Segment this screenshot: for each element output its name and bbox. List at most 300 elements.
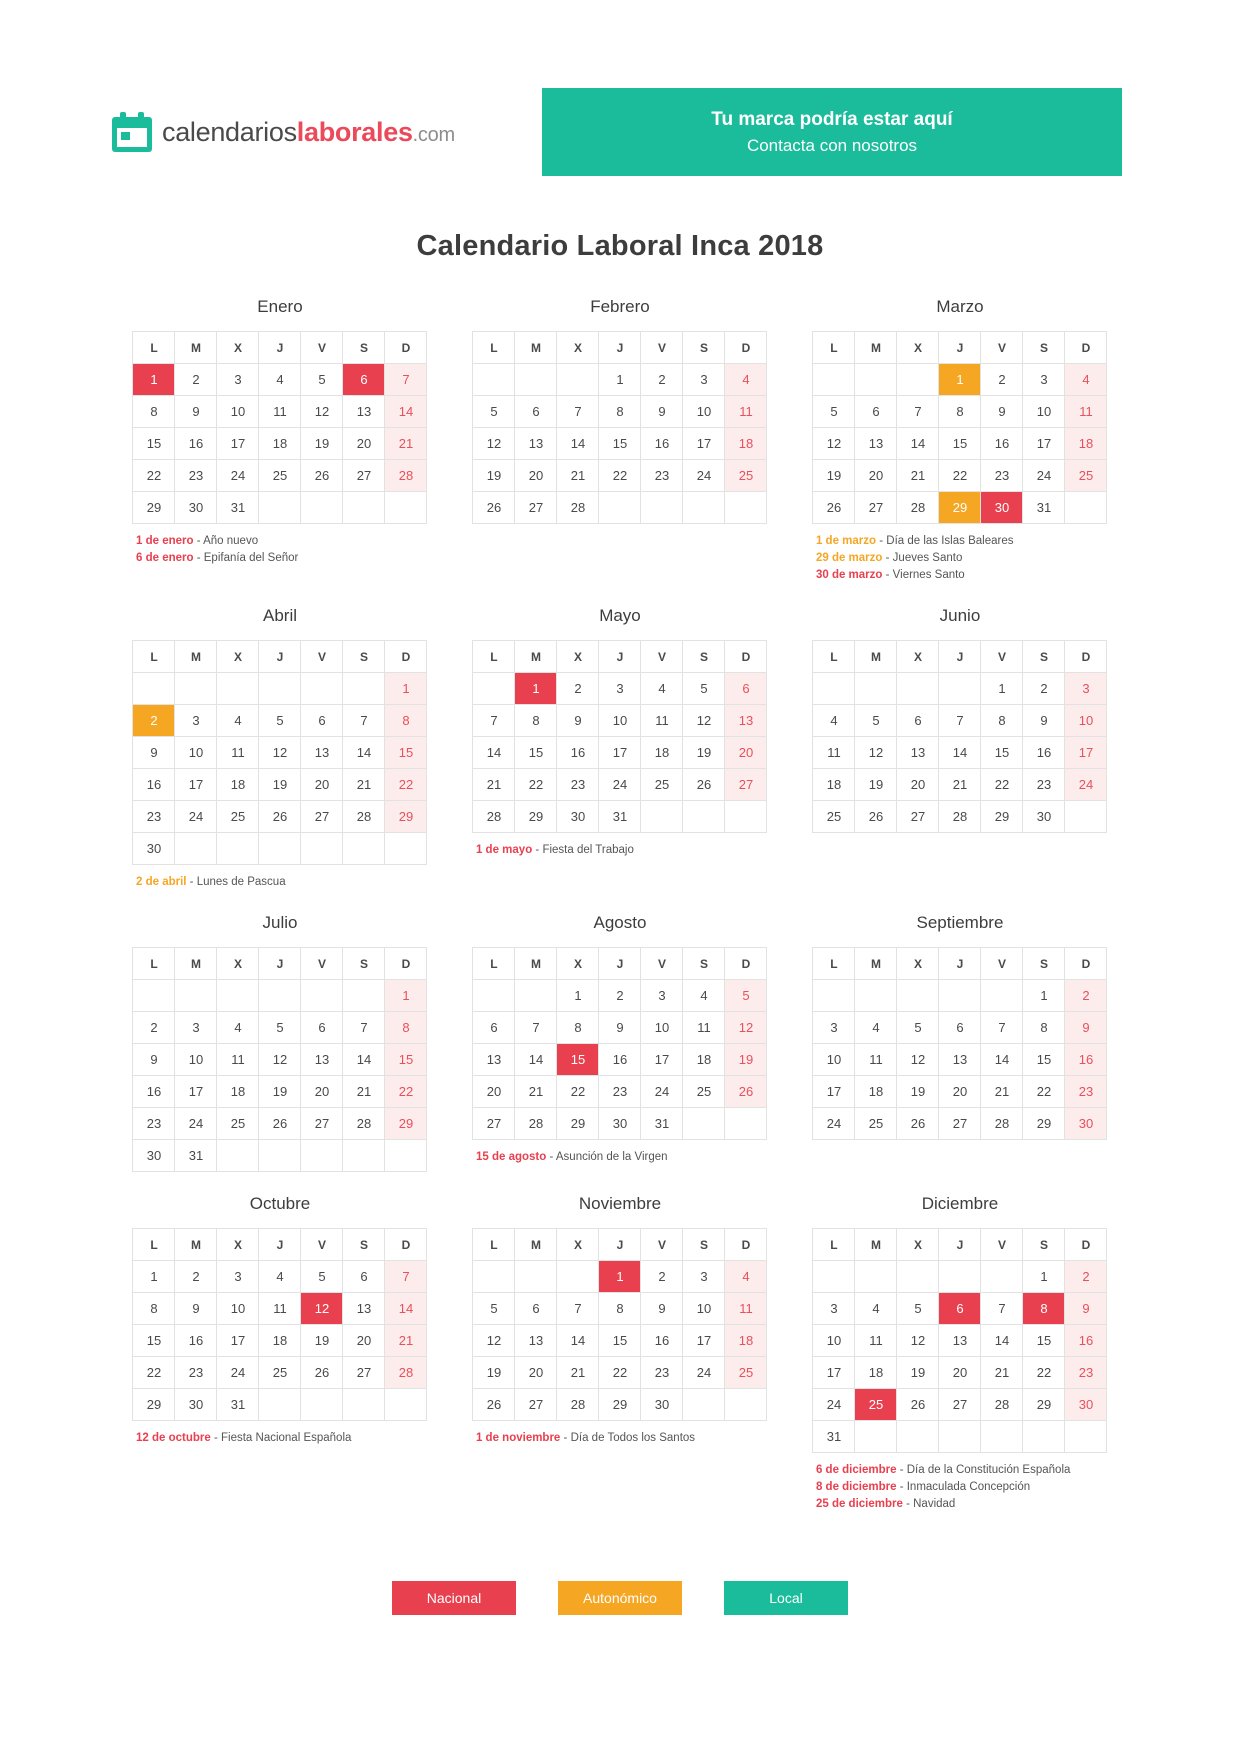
day-cell[interactable]: 9 bbox=[557, 705, 599, 737]
day-cell[interactable]: 27 bbox=[473, 1108, 515, 1140]
day-cell[interactable]: 24 bbox=[1065, 769, 1107, 801]
day-cell[interactable]: 10 bbox=[1023, 396, 1065, 428]
day-cell[interactable]: 20 bbox=[725, 737, 767, 769]
day-cell[interactable]: 2 bbox=[981, 364, 1023, 396]
day-cell[interactable]: 12 bbox=[683, 705, 725, 737]
day-cell[interactable]: 15 bbox=[599, 428, 641, 460]
day-cell[interactable]: 17 bbox=[813, 1076, 855, 1108]
day-cell[interactable]: 9 bbox=[641, 1293, 683, 1325]
day-cell[interactable]: 28 bbox=[385, 1357, 427, 1389]
day-cell[interactable]: 1 bbox=[1023, 1261, 1065, 1293]
day-cell[interactable]: 14 bbox=[515, 1044, 557, 1076]
day-cell[interactable]: 12 bbox=[259, 1044, 301, 1076]
day-cell[interactable]: 21 bbox=[343, 1076, 385, 1108]
day-cell[interactable]: 27 bbox=[343, 460, 385, 492]
day-cell[interactable]: 28 bbox=[343, 1108, 385, 1140]
day-cell[interactable]: 22 bbox=[515, 769, 557, 801]
day-cell[interactable]: 23 bbox=[599, 1076, 641, 1108]
day-cell[interactable]: 5 bbox=[473, 1293, 515, 1325]
day-cell[interactable]: 3 bbox=[599, 673, 641, 705]
day-cell[interactable]: 19 bbox=[473, 460, 515, 492]
day-cell[interactable]: 3 bbox=[683, 364, 725, 396]
day-cell[interactable]: 5 bbox=[473, 396, 515, 428]
day-cell[interactable]: 13 bbox=[343, 1293, 385, 1325]
day-cell[interactable]: 3 bbox=[175, 705, 217, 737]
day-cell[interactable]: 14 bbox=[897, 428, 939, 460]
day-cell[interactable]: 17 bbox=[217, 1325, 259, 1357]
day-cell[interactable]: 2 bbox=[175, 364, 217, 396]
day-cell[interactable]: 19 bbox=[813, 460, 855, 492]
day-cell[interactable]: 23 bbox=[175, 460, 217, 492]
day-cell[interactable]: 3 bbox=[641, 980, 683, 1012]
day-cell[interactable]: 24 bbox=[217, 460, 259, 492]
day-cell[interactable]: 1 bbox=[981, 673, 1023, 705]
day-cell[interactable]: 25 bbox=[1065, 460, 1107, 492]
day-cell[interactable]: 25 bbox=[259, 460, 301, 492]
day-cell[interactable]: 19 bbox=[259, 1076, 301, 1108]
day-cell[interactable]: 13 bbox=[301, 737, 343, 769]
day-cell[interactable]: 1 bbox=[1023, 980, 1065, 1012]
day-cell[interactable]: 8 bbox=[599, 396, 641, 428]
day-cell[interactable]: 18 bbox=[641, 737, 683, 769]
day-cell[interactable]: 2 bbox=[133, 705, 175, 737]
day-cell[interactable]: 4 bbox=[855, 1293, 897, 1325]
day-cell[interactable]: 31 bbox=[641, 1108, 683, 1140]
day-cell[interactable]: 9 bbox=[641, 396, 683, 428]
day-cell[interactable]: 5 bbox=[301, 364, 343, 396]
day-cell[interactable]: 14 bbox=[557, 1325, 599, 1357]
day-cell[interactable]: 11 bbox=[217, 737, 259, 769]
day-cell[interactable]: 14 bbox=[557, 428, 599, 460]
day-cell[interactable]: 16 bbox=[175, 428, 217, 460]
day-cell[interactable]: 27 bbox=[343, 1357, 385, 1389]
day-cell[interactable]: 27 bbox=[939, 1389, 981, 1421]
day-cell[interactable]: 11 bbox=[1065, 396, 1107, 428]
day-cell[interactable]: 17 bbox=[175, 1076, 217, 1108]
day-cell[interactable]: 11 bbox=[641, 705, 683, 737]
day-cell[interactable]: 15 bbox=[1023, 1325, 1065, 1357]
day-cell[interactable]: 15 bbox=[133, 1325, 175, 1357]
day-cell[interactable]: 12 bbox=[259, 737, 301, 769]
day-cell[interactable]: 16 bbox=[133, 769, 175, 801]
legend-chip-nat[interactable]: Nacional bbox=[392, 1581, 516, 1615]
day-cell[interactable]: 25 bbox=[259, 1357, 301, 1389]
day-cell[interactable]: 21 bbox=[515, 1076, 557, 1108]
day-cell[interactable]: 7 bbox=[939, 705, 981, 737]
day-cell[interactable]: 19 bbox=[725, 1044, 767, 1076]
day-cell[interactable]: 3 bbox=[683, 1261, 725, 1293]
day-cell[interactable]: 13 bbox=[855, 428, 897, 460]
day-cell[interactable]: 27 bbox=[515, 492, 557, 524]
day-cell[interactable]: 20 bbox=[855, 460, 897, 492]
day-cell[interactable]: 22 bbox=[981, 769, 1023, 801]
ad-banner[interactable] bbox=[542, 88, 1122, 176]
day-cell[interactable]: 13 bbox=[343, 396, 385, 428]
day-cell[interactable]: 24 bbox=[1023, 460, 1065, 492]
day-cell[interactable]: 3 bbox=[813, 1293, 855, 1325]
day-cell[interactable]: 14 bbox=[343, 1044, 385, 1076]
day-cell[interactable]: 13 bbox=[473, 1044, 515, 1076]
day-cell[interactable]: 26 bbox=[301, 1357, 343, 1389]
day-cell[interactable]: 30 bbox=[1023, 801, 1065, 833]
day-cell[interactable]: 23 bbox=[981, 460, 1023, 492]
day-cell[interactable]: 20 bbox=[515, 460, 557, 492]
day-cell[interactable]: 7 bbox=[473, 705, 515, 737]
day-cell[interactable]: 13 bbox=[725, 705, 767, 737]
day-cell[interactable]: 14 bbox=[981, 1325, 1023, 1357]
day-cell[interactable]: 9 bbox=[1065, 1012, 1107, 1044]
day-cell[interactable]: 6 bbox=[473, 1012, 515, 1044]
day-cell[interactable]: 25 bbox=[641, 769, 683, 801]
day-cell[interactable]: 18 bbox=[813, 769, 855, 801]
day-cell[interactable]: 29 bbox=[385, 1108, 427, 1140]
day-cell[interactable]: 11 bbox=[855, 1044, 897, 1076]
day-cell[interactable]: 25 bbox=[725, 460, 767, 492]
day-cell[interactable]: 8 bbox=[385, 705, 427, 737]
day-cell[interactable]: 12 bbox=[301, 396, 343, 428]
day-cell[interactable]: 9 bbox=[599, 1012, 641, 1044]
day-cell[interactable]: 13 bbox=[301, 1044, 343, 1076]
day-cell[interactable]: 13 bbox=[515, 1325, 557, 1357]
day-cell[interactable]: 16 bbox=[641, 428, 683, 460]
day-cell[interactable]: 11 bbox=[725, 396, 767, 428]
day-cell[interactable]: 18 bbox=[1065, 428, 1107, 460]
day-cell[interactable]: 8 bbox=[981, 705, 1023, 737]
day-cell[interactable]: 23 bbox=[557, 769, 599, 801]
day-cell[interactable]: 22 bbox=[1023, 1076, 1065, 1108]
day-cell[interactable]: 7 bbox=[385, 364, 427, 396]
day-cell[interactable]: 21 bbox=[981, 1357, 1023, 1389]
day-cell[interactable]: 3 bbox=[1023, 364, 1065, 396]
day-cell[interactable]: 18 bbox=[259, 428, 301, 460]
day-cell[interactable]: 2 bbox=[1065, 1261, 1107, 1293]
day-cell[interactable]: 16 bbox=[557, 737, 599, 769]
day-cell[interactable]: 30 bbox=[641, 1389, 683, 1421]
day-cell[interactable]: 15 bbox=[939, 428, 981, 460]
day-cell[interactable]: 4 bbox=[725, 364, 767, 396]
day-cell[interactable]: 17 bbox=[599, 737, 641, 769]
day-cell[interactable]: 30 bbox=[175, 1389, 217, 1421]
day-cell[interactable]: 25 bbox=[217, 1108, 259, 1140]
day-cell[interactable]: 23 bbox=[175, 1357, 217, 1389]
day-cell[interactable]: 15 bbox=[599, 1325, 641, 1357]
day-cell[interactable]: 10 bbox=[217, 1293, 259, 1325]
day-cell[interactable]: 4 bbox=[683, 980, 725, 1012]
day-cell[interactable]: 7 bbox=[515, 1012, 557, 1044]
day-cell[interactable]: 4 bbox=[855, 1012, 897, 1044]
day-cell[interactable]: 2 bbox=[557, 673, 599, 705]
day-cell[interactable]: 31 bbox=[217, 492, 259, 524]
day-cell[interactable]: 17 bbox=[175, 769, 217, 801]
day-cell[interactable]: 4 bbox=[641, 673, 683, 705]
day-cell[interactable]: 28 bbox=[557, 492, 599, 524]
day-cell[interactable]: 1 bbox=[385, 980, 427, 1012]
day-cell[interactable]: 16 bbox=[599, 1044, 641, 1076]
day-cell[interactable]: 13 bbox=[939, 1325, 981, 1357]
day-cell[interactable]: 29 bbox=[1023, 1108, 1065, 1140]
day-cell[interactable]: 5 bbox=[259, 705, 301, 737]
day-cell[interactable]: 16 bbox=[1023, 737, 1065, 769]
day-cell[interactable]: 23 bbox=[1065, 1357, 1107, 1389]
day-cell[interactable]: 25 bbox=[813, 801, 855, 833]
day-cell[interactable]: 13 bbox=[515, 428, 557, 460]
day-cell[interactable]: 16 bbox=[133, 1076, 175, 1108]
day-cell[interactable]: 22 bbox=[939, 460, 981, 492]
day-cell[interactable]: 30 bbox=[133, 1140, 175, 1172]
day-cell[interactable]: 30 bbox=[133, 833, 175, 865]
day-cell[interactable]: 14 bbox=[385, 396, 427, 428]
day-cell[interactable]: 15 bbox=[557, 1044, 599, 1076]
day-cell[interactable]: 8 bbox=[133, 396, 175, 428]
day-cell[interactable]: 26 bbox=[259, 801, 301, 833]
day-cell[interactable]: 10 bbox=[1065, 705, 1107, 737]
day-cell[interactable]: 10 bbox=[217, 396, 259, 428]
day-cell[interactable]: 3 bbox=[175, 1012, 217, 1044]
day-cell[interactable]: 27 bbox=[897, 801, 939, 833]
day-cell[interactable]: 24 bbox=[175, 1108, 217, 1140]
day-cell[interactable]: 30 bbox=[557, 801, 599, 833]
day-cell[interactable]: 3 bbox=[217, 1261, 259, 1293]
day-cell[interactable]: 9 bbox=[981, 396, 1023, 428]
day-cell[interactable]: 5 bbox=[855, 705, 897, 737]
day-cell[interactable]: 17 bbox=[641, 1044, 683, 1076]
day-cell[interactable]: 11 bbox=[259, 1293, 301, 1325]
day-cell[interactable]: 10 bbox=[813, 1044, 855, 1076]
day-cell[interactable]: 3 bbox=[813, 1012, 855, 1044]
day-cell[interactable]: 30 bbox=[599, 1108, 641, 1140]
day-cell[interactable]: 12 bbox=[897, 1325, 939, 1357]
day-cell[interactable]: 12 bbox=[855, 737, 897, 769]
day-cell[interactable]: 17 bbox=[1065, 737, 1107, 769]
day-cell[interactable]: 25 bbox=[855, 1389, 897, 1421]
day-cell[interactable]: 10 bbox=[683, 396, 725, 428]
day-cell[interactable]: 4 bbox=[725, 1261, 767, 1293]
day-cell[interactable]: 13 bbox=[939, 1044, 981, 1076]
day-cell[interactable]: 29 bbox=[939, 492, 981, 524]
day-cell[interactable]: 17 bbox=[813, 1357, 855, 1389]
day-cell[interactable]: 6 bbox=[515, 1293, 557, 1325]
day-cell[interactable]: 18 bbox=[217, 1076, 259, 1108]
day-cell[interactable]: 22 bbox=[599, 460, 641, 492]
day-cell[interactable]: 23 bbox=[641, 460, 683, 492]
day-cell[interactable]: 8 bbox=[599, 1293, 641, 1325]
day-cell[interactable]: 16 bbox=[1065, 1044, 1107, 1076]
day-cell[interactable]: 3 bbox=[1065, 673, 1107, 705]
day-cell[interactable]: 8 bbox=[939, 396, 981, 428]
day-cell[interactable]: 14 bbox=[981, 1044, 1023, 1076]
day-cell[interactable]: 10 bbox=[813, 1325, 855, 1357]
day-cell[interactable]: 1 bbox=[939, 364, 981, 396]
day-cell[interactable]: 22 bbox=[133, 1357, 175, 1389]
day-cell[interactable]: 6 bbox=[343, 364, 385, 396]
day-cell[interactable]: 10 bbox=[683, 1293, 725, 1325]
day-cell[interactable]: 30 bbox=[981, 492, 1023, 524]
day-cell[interactable]: 19 bbox=[301, 1325, 343, 1357]
day-cell[interactable]: 24 bbox=[175, 801, 217, 833]
day-cell[interactable]: 6 bbox=[301, 705, 343, 737]
day-cell[interactable]: 4 bbox=[1065, 364, 1107, 396]
day-cell[interactable]: 27 bbox=[939, 1108, 981, 1140]
day-cell[interactable]: 4 bbox=[259, 364, 301, 396]
day-cell[interactable]: 20 bbox=[473, 1076, 515, 1108]
day-cell[interactable]: 19 bbox=[473, 1357, 515, 1389]
day-cell[interactable]: 3 bbox=[217, 364, 259, 396]
day-cell[interactable]: 7 bbox=[981, 1012, 1023, 1044]
day-cell[interactable]: 8 bbox=[557, 1012, 599, 1044]
day-cell[interactable]: 24 bbox=[813, 1389, 855, 1421]
day-cell[interactable]: 15 bbox=[133, 428, 175, 460]
day-cell[interactable]: 26 bbox=[897, 1108, 939, 1140]
day-cell[interactable]: 8 bbox=[1023, 1012, 1065, 1044]
day-cell[interactable]: 17 bbox=[1023, 428, 1065, 460]
day-cell[interactable]: 16 bbox=[981, 428, 1023, 460]
day-cell[interactable]: 6 bbox=[939, 1012, 981, 1044]
day-cell[interactable]: 7 bbox=[981, 1293, 1023, 1325]
day-cell[interactable]: 21 bbox=[939, 769, 981, 801]
day-cell[interactable]: 30 bbox=[175, 492, 217, 524]
day-cell[interactable]: 6 bbox=[725, 673, 767, 705]
day-cell[interactable]: 21 bbox=[981, 1076, 1023, 1108]
day-cell[interactable]: 20 bbox=[939, 1357, 981, 1389]
day-cell[interactable]: 23 bbox=[133, 1108, 175, 1140]
day-cell[interactable]: 9 bbox=[133, 737, 175, 769]
day-cell[interactable]: 31 bbox=[217, 1389, 259, 1421]
day-cell[interactable]: 14 bbox=[385, 1293, 427, 1325]
day-cell[interactable]: 28 bbox=[385, 460, 427, 492]
day-cell[interactable]: 29 bbox=[515, 801, 557, 833]
day-cell[interactable]: 2 bbox=[175, 1261, 217, 1293]
day-cell[interactable]: 15 bbox=[515, 737, 557, 769]
day-cell[interactable]: 12 bbox=[473, 428, 515, 460]
day-cell[interactable]: 11 bbox=[855, 1325, 897, 1357]
day-cell[interactable]: 2 bbox=[1065, 980, 1107, 1012]
day-cell[interactable]: 20 bbox=[343, 428, 385, 460]
day-cell[interactable]: 18 bbox=[725, 428, 767, 460]
day-cell[interactable]: 26 bbox=[683, 769, 725, 801]
day-cell[interactable]: 19 bbox=[259, 769, 301, 801]
day-cell[interactable]: 27 bbox=[301, 801, 343, 833]
day-cell[interactable]: 21 bbox=[897, 460, 939, 492]
day-cell[interactable]: 23 bbox=[133, 801, 175, 833]
day-cell[interactable]: 2 bbox=[133, 1012, 175, 1044]
day-cell[interactable]: 1 bbox=[133, 364, 175, 396]
day-cell[interactable]: 30 bbox=[1065, 1389, 1107, 1421]
day-cell[interactable]: 26 bbox=[725, 1076, 767, 1108]
day-cell[interactable]: 21 bbox=[557, 1357, 599, 1389]
day-cell[interactable]: 28 bbox=[981, 1389, 1023, 1421]
day-cell[interactable]: 19 bbox=[683, 737, 725, 769]
day-cell[interactable]: 25 bbox=[855, 1108, 897, 1140]
day-cell[interactable]: 21 bbox=[343, 769, 385, 801]
day-cell[interactable]: 2 bbox=[641, 1261, 683, 1293]
day-cell[interactable]: 4 bbox=[217, 705, 259, 737]
day-cell[interactable]: 11 bbox=[725, 1293, 767, 1325]
day-cell[interactable]: 6 bbox=[855, 396, 897, 428]
day-cell[interactable]: 17 bbox=[217, 428, 259, 460]
day-cell[interactable]: 26 bbox=[855, 801, 897, 833]
day-cell[interactable]: 20 bbox=[897, 769, 939, 801]
day-cell[interactable]: 29 bbox=[1023, 1389, 1065, 1421]
legend-chip-local[interactable]: Local bbox=[724, 1581, 848, 1615]
day-cell[interactable]: 24 bbox=[813, 1108, 855, 1140]
day-cell[interactable]: 4 bbox=[259, 1261, 301, 1293]
day-cell[interactable]: 4 bbox=[217, 1012, 259, 1044]
day-cell[interactable]: 12 bbox=[897, 1044, 939, 1076]
day-cell[interactable]: 29 bbox=[557, 1108, 599, 1140]
day-cell[interactable]: 5 bbox=[725, 980, 767, 1012]
day-cell[interactable]: 12 bbox=[813, 428, 855, 460]
day-cell[interactable]: 8 bbox=[385, 1012, 427, 1044]
day-cell[interactable]: 26 bbox=[301, 460, 343, 492]
day-cell[interactable]: 28 bbox=[515, 1108, 557, 1140]
day-cell[interactable]: 2 bbox=[641, 364, 683, 396]
day-cell[interactable]: 18 bbox=[683, 1044, 725, 1076]
day-cell[interactable]: 15 bbox=[1023, 1044, 1065, 1076]
day-cell[interactable]: 8 bbox=[1023, 1293, 1065, 1325]
day-cell[interactable]: 5 bbox=[897, 1293, 939, 1325]
day-cell[interactable]: 11 bbox=[813, 737, 855, 769]
day-cell[interactable]: 6 bbox=[515, 396, 557, 428]
day-cell[interactable]: 9 bbox=[175, 396, 217, 428]
day-cell[interactable]: 28 bbox=[897, 492, 939, 524]
day-cell[interactable]: 5 bbox=[897, 1012, 939, 1044]
day-cell[interactable]: 15 bbox=[385, 737, 427, 769]
day-cell[interactable]: 27 bbox=[515, 1389, 557, 1421]
day-cell[interactable]: 14 bbox=[939, 737, 981, 769]
day-cell[interactable]: 1 bbox=[385, 673, 427, 705]
day-cell[interactable]: 25 bbox=[217, 801, 259, 833]
day-cell[interactable]: 2 bbox=[599, 980, 641, 1012]
day-cell[interactable]: 15 bbox=[385, 1044, 427, 1076]
day-cell[interactable]: 6 bbox=[939, 1293, 981, 1325]
day-cell[interactable]: 1 bbox=[133, 1261, 175, 1293]
day-cell[interactable]: 28 bbox=[939, 801, 981, 833]
day-cell[interactable]: 10 bbox=[641, 1012, 683, 1044]
day-cell[interactable]: 23 bbox=[1023, 769, 1065, 801]
day-cell[interactable]: 27 bbox=[301, 1108, 343, 1140]
day-cell[interactable]: 7 bbox=[557, 1293, 599, 1325]
day-cell[interactable]: 29 bbox=[133, 1389, 175, 1421]
day-cell[interactable]: 18 bbox=[217, 769, 259, 801]
day-cell[interactable]: 20 bbox=[515, 1357, 557, 1389]
day-cell[interactable]: 17 bbox=[683, 428, 725, 460]
day-cell[interactable]: 25 bbox=[683, 1076, 725, 1108]
day-cell[interactable]: 1 bbox=[515, 673, 557, 705]
day-cell[interactable]: 26 bbox=[473, 492, 515, 524]
day-cell[interactable]: 22 bbox=[557, 1076, 599, 1108]
day-cell[interactable]: 24 bbox=[599, 769, 641, 801]
day-cell[interactable]: 31 bbox=[1023, 492, 1065, 524]
day-cell[interactable]: 21 bbox=[385, 1325, 427, 1357]
day-cell[interactable]: 22 bbox=[385, 1076, 427, 1108]
day-cell[interactable]: 23 bbox=[641, 1357, 683, 1389]
day-cell[interactable]: 5 bbox=[683, 673, 725, 705]
day-cell[interactable]: 6 bbox=[897, 705, 939, 737]
day-cell[interactable]: 5 bbox=[813, 396, 855, 428]
day-cell[interactable]: 5 bbox=[259, 1012, 301, 1044]
day-cell[interactable]: 18 bbox=[855, 1357, 897, 1389]
day-cell[interactable]: 12 bbox=[301, 1293, 343, 1325]
day-cell[interactable]: 2 bbox=[1023, 673, 1065, 705]
day-cell[interactable]: 20 bbox=[939, 1076, 981, 1108]
day-cell[interactable]: 10 bbox=[175, 1044, 217, 1076]
day-cell[interactable]: 4 bbox=[813, 705, 855, 737]
day-cell[interactable]: 19 bbox=[301, 428, 343, 460]
day-cell[interactable]: 7 bbox=[897, 396, 939, 428]
day-cell[interactable]: 13 bbox=[897, 737, 939, 769]
day-cell[interactable]: 19 bbox=[855, 769, 897, 801]
day-cell[interactable]: 28 bbox=[343, 801, 385, 833]
